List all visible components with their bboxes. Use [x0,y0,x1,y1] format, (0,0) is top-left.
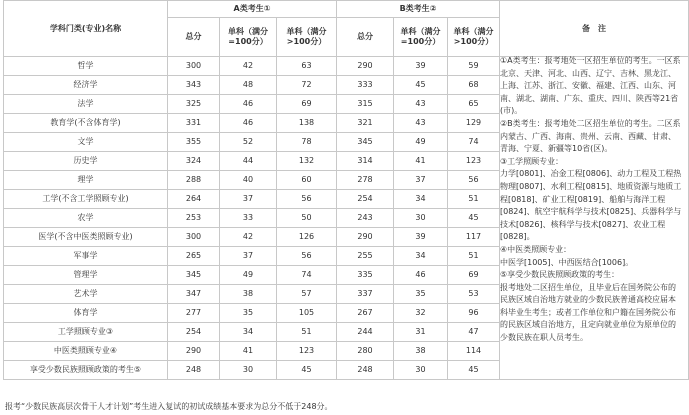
remark-item: 力学[0801]、冶金工程[0806]、动力工程及工程热物理[0807]、水利工程[0815]、地质资源与地质工程[0818]、矿业工程[0819]、船舶与海洋工程[0824]、航空宇航科学与技术[0825]、兵器科学与技术[0826]、核科学与技术[0827]、农业工程[0828]。 [500,169,682,242]
score-cell: 347 [168,285,220,304]
subject-cell: 医学(不含中医类照顾专业) [4,228,168,247]
score-cell: 123 [448,152,500,171]
score-cell: 254 [168,323,220,342]
remarks-notes [500,55,682,345]
score-cell: 35 [220,304,277,323]
score-cell: 47 [448,323,500,342]
score-cell: 72 [277,76,337,95]
remark-item: 中医学[1005]、中西医结合[1006]。 [500,257,634,267]
score-cell: 265 [168,247,220,266]
score-cell: 41 [394,152,448,171]
score-cell: 123 [277,342,337,361]
score-cell: 33 [220,209,277,228]
remarks-header: 备 注 [500,1,689,57]
score-cell: 253 [168,209,220,228]
score-cell: 45 [448,209,500,228]
score-cell: 337 [337,285,394,304]
score-cell: 42 [220,57,277,76]
score-cell: 30 [394,209,448,228]
score-cell: 132 [277,152,337,171]
score-cell: 264 [168,190,220,209]
score-cell: 48 [220,76,277,95]
subject-cell: 工学(不含工学照顾专业) [4,190,168,209]
score-cell: 68 [448,76,500,95]
score-cell: 32 [394,304,448,323]
subject-cell: 体育学 [4,304,168,323]
score-cell: 114 [448,342,500,361]
score-cell: 290 [168,342,220,361]
score-cell: 34 [394,247,448,266]
score-cell: 56 [277,190,337,209]
subject-cell: 教育学(不含体育学) [4,114,168,133]
subject-cell: 理学 [4,171,168,190]
a-single-over100-header: 单科（满分>100分） [277,18,337,57]
score-cell: 43 [394,95,448,114]
score-cell: 343 [168,76,220,95]
b-single-100-header: 单科（满分=100分） [394,18,448,57]
score-cell: 46 [394,266,448,285]
score-cell: 333 [337,76,394,95]
score-cell: 65 [448,95,500,114]
score-cell: 138 [277,114,337,133]
score-cell: 331 [168,114,220,133]
subject-cell: 农学 [4,209,168,228]
score-cell: 254 [337,190,394,209]
a-total-header: 总分 [168,18,220,57]
score-cell: 248 [337,361,394,380]
score-cell: 74 [277,266,337,285]
score-cell: 315 [337,95,394,114]
subject-cell: 享受少数民族照顾政策的考生⑤ [4,361,168,380]
score-cell: 39 [394,228,448,247]
score-cell: 255 [337,247,394,266]
subject-cell: 艺术学 [4,285,168,304]
score-cell: 57 [277,285,337,304]
subject-cell: 文学 [4,133,168,152]
score-cell: 59 [448,57,500,76]
subject-cell: 法学 [4,95,168,114]
remark-item: ②B类考生：报考地处二区招生单位的考生。二区系内蒙古、广西、海南、贵州、云南、西藏、甘肃、青海、宁夏、新疆等10省(区)。 [500,118,681,154]
subject-cell: 中医类照顾专业④ [4,342,168,361]
score-cell: 44 [220,152,277,171]
score-cell: 325 [168,95,220,114]
score-cell: 56 [448,171,500,190]
score-cell: 69 [277,95,337,114]
score-cell: 30 [394,361,448,380]
score-cell: 45 [394,76,448,95]
score-cell: 37 [394,171,448,190]
score-cell: 126 [277,228,337,247]
remark-item: 报考地处二区招生单位，且毕业后在国务院公布的民族区域自治地方就业的少数民族普通高校应届本科毕业生考生；或者工作单位和户籍在国务院公布的民族区域自治地方，且定向就业单位为原单位的少数民族在职人员考生。 [500,282,676,343]
score-cell: 345 [168,266,220,285]
score-cell: 50 [277,209,337,228]
score-cell: 74 [448,133,500,152]
remark-item: ④中医类照顾专业： [500,244,572,254]
score-cell: 355 [168,133,220,152]
score-cell: 96 [448,304,500,323]
score-cell: 53 [448,285,500,304]
score-cell: 38 [394,342,448,361]
score-cell: 51 [448,247,500,266]
score-cell: 290 [337,57,394,76]
score-cell: 35 [394,285,448,304]
score-cell: 321 [337,114,394,133]
score-cell: 288 [168,171,220,190]
score-cell: 34 [394,190,448,209]
score-cell: 34 [220,323,277,342]
score-cell: 46 [220,114,277,133]
b-total-header: 总分 [337,18,394,57]
subject-cell: 军事学 [4,247,168,266]
score-cell: 37 [220,247,277,266]
score-cell: 300 [168,228,220,247]
score-cell: 39 [394,57,448,76]
score-cell: 280 [337,342,394,361]
score-cell: 277 [168,304,220,323]
score-cell: 56 [277,247,337,266]
score-cell: 51 [277,323,337,342]
score-cell: 324 [168,152,220,171]
footer-note: 报考“少数民族高层次骨干人才计划”考生进入复试的初试成绩基本要求为总分不低于248分。 [5,402,333,411]
score-cell: 38 [220,285,277,304]
score-cell: 290 [337,228,394,247]
score-cell: 41 [220,342,277,361]
score-cell: 105 [277,304,337,323]
score-cell: 45 [277,361,337,380]
b-single-over100-header: 单科（满分>100分） [448,18,500,57]
score-cell: 244 [337,323,394,342]
subject-cell: 工学照顾专业③ [4,323,168,342]
score-cell: 243 [337,209,394,228]
score-cell: 37 [220,190,277,209]
score-cell: 51 [448,190,500,209]
score-cell: 267 [337,304,394,323]
score-cell: 278 [337,171,394,190]
subject-cell: 历史学 [4,152,168,171]
a-single-100-header: 单科（满分=100分） [220,18,277,57]
score-cell: 248 [168,361,220,380]
score-cell: 60 [277,171,337,190]
score-cell: 345 [337,133,394,152]
subject-cell: 管理学 [4,266,168,285]
group-a-header: A类考生① [168,1,337,18]
score-cell: 42 [220,228,277,247]
score-cell: 40 [220,171,277,190]
subject-cell: 哲学 [4,57,168,76]
score-cell: 49 [394,133,448,152]
score-cell: 69 [448,266,500,285]
score-cell: 314 [337,152,394,171]
score-cell: 335 [337,266,394,285]
score-cell: 117 [448,228,500,247]
score-cell: 43 [394,114,448,133]
score-cell: 63 [277,57,337,76]
score-cell: 30 [220,361,277,380]
remark-item: ⑤享受少数民族照顾政策的考生： [500,270,620,280]
group-b-header: B类考生② [337,1,500,18]
score-cell: 46 [220,95,277,114]
score-cell: 129 [448,114,500,133]
remark-item: ③工学照顾专业： [500,156,564,166]
score-cell: 52 [220,133,277,152]
score-cell: 300 [168,57,220,76]
score-cell: 31 [394,323,448,342]
category-header: 学科门类(专业)名称 [4,1,168,57]
remark-item: ①A类考生：报考地处一区招生单位的考生。一区系北京、天津、河北、山西、辽宁、吉林、黑龙江、上海、江苏、浙江、安徽、福建、江西、山东、河南、湖北、湖南、广东、重庆、四川、陕西等21省(市)。 [500,56,681,116]
score-cell: 78 [277,133,337,152]
subject-cell: 经济学 [4,76,168,95]
score-cell: 49 [220,266,277,285]
score-cell: 45 [448,361,500,380]
